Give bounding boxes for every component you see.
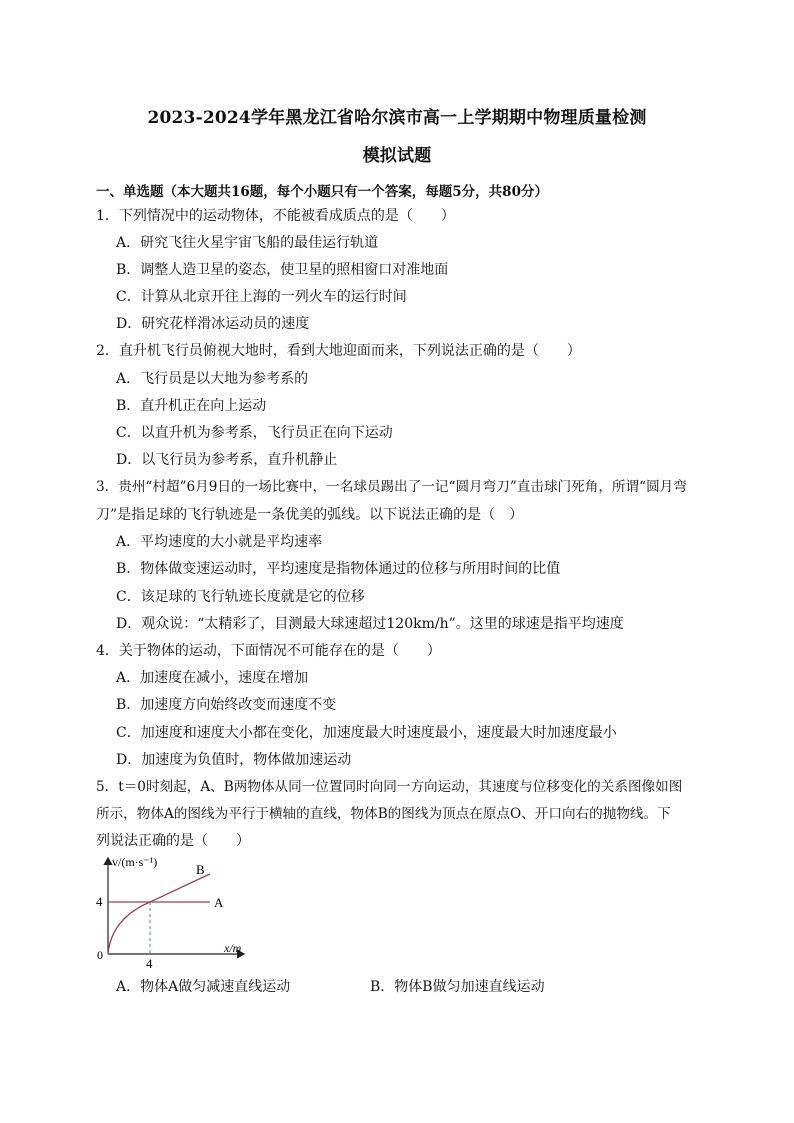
- question-2-option-b: B．直升机正在向上运动: [116, 398, 267, 414]
- question-1-option-d: D．研究花样滑冰运动员的速度: [116, 316, 310, 332]
- question-2-stem: 2．直升机飞行员俯视大地时，看到大地迎面而来，下列说法正确的是（ ）: [96, 343, 581, 359]
- line-a-label: A: [214, 895, 224, 910]
- curve-b: [108, 874, 210, 954]
- question-5-stem-line1: 5．t＝0时刻起，A、B两物体从同一位置同时向同一方向运动，其速度与位移变化的关系图像如图: [96, 779, 683, 795]
- question-3-option-c: C．该足球的飞行轨迹长度就是它的位移: [116, 589, 365, 605]
- x-tick-4: 4: [146, 956, 153, 970]
- exam-title-line1: 2023-2024学年黑龙江省哈尔滨市高一上学期期中物理质量检测: [147, 108, 647, 128]
- y-tick-4: 4: [96, 894, 103, 909]
- question-4-option-d: D．加速度为负值时，物体做加速运动: [116, 752, 352, 768]
- question-3-option-d: D．观众说：“太精彩了，目测最大球速超过120km/h”。这里的球速是指平均速度: [116, 616, 624, 632]
- question-1-stem: 1．下列情况中的运动物体，不能被看成质点的是（ ）: [96, 208, 455, 224]
- question-5-stem-line3: 列说法正确的是（ ）: [96, 833, 250, 849]
- question-4-option-a: A．加速度在减小，速度在增加: [116, 670, 309, 686]
- y-axis-label: v/(m·s⁻¹): [112, 855, 158, 869]
- question-3-option-b: B．物体做变速运动时，平均速度是指物体通过的位移与所用时间的比值: [116, 561, 561, 577]
- question-1-option-a: A．研究飞往火星宇宙飞船的最佳运行轨道: [116, 235, 379, 251]
- velocity-displacement-graph: [92, 852, 272, 970]
- question-4-option-c: C．加速度和速度大小都在变化，加速度最大时速度最小，速度最大时加速度最小: [116, 725, 617, 741]
- question-3-stem-line2: 刀”是指足球的飞行轨迹是一条优美的弧线。以下说法正确的是（ ）: [96, 507, 524, 523]
- curve-b-label: B: [196, 862, 205, 877]
- question-5-option-a: A．物体A做匀减速直线运动: [116, 979, 291, 995]
- question-3-stem-line1: 3．贵州“村超”6月9日的一场比赛中，一名球员踢出了一记“圆月弯刀”直击球门死角，所谓“圆月弯: [96, 479, 687, 495]
- question-3-option-a: A．平均速度的大小就是平均速率: [116, 534, 323, 550]
- question-1-option-c: C．计算从北京开往上海的一列火车的运行时间: [116, 289, 407, 305]
- question-2-option-c: C．以直升机为参考系，飞行员正在向下运动: [116, 425, 393, 441]
- x-axis-label: x/m: [224, 941, 242, 955]
- exam-title-line2: 模拟试题: [362, 146, 432, 166]
- question-4-option-b: B．加速度方向始终改变而速度不变: [116, 697, 337, 713]
- question-5-option-b: B．物体B做匀加速直线运动: [370, 979, 545, 995]
- section-heading: 一、单选题（本大题共16题，每个小题只有一个答案，每题5分，共80分）: [96, 184, 548, 200]
- question-2-option-d: D．以飞行员为参考系，直升机静止: [116, 452, 338, 468]
- question-1-option-b: B．调整人造卫星的姿态，使卫星的照相窗口对准地面: [116, 262, 449, 278]
- question-4-stem: 4．关于物体的运动，下面情况不可能存在的是（ ）: [96, 643, 441, 659]
- question-2-option-a: A．飞行员是以大地为参考系的: [116, 371, 309, 387]
- question-5-stem-line2: 所示，物体A的图线为平行于横轴的直线，物体B的图线为顶点在原点O、开口向右的抛物线。下: [96, 806, 671, 822]
- origin-label: 0: [97, 948, 103, 962]
